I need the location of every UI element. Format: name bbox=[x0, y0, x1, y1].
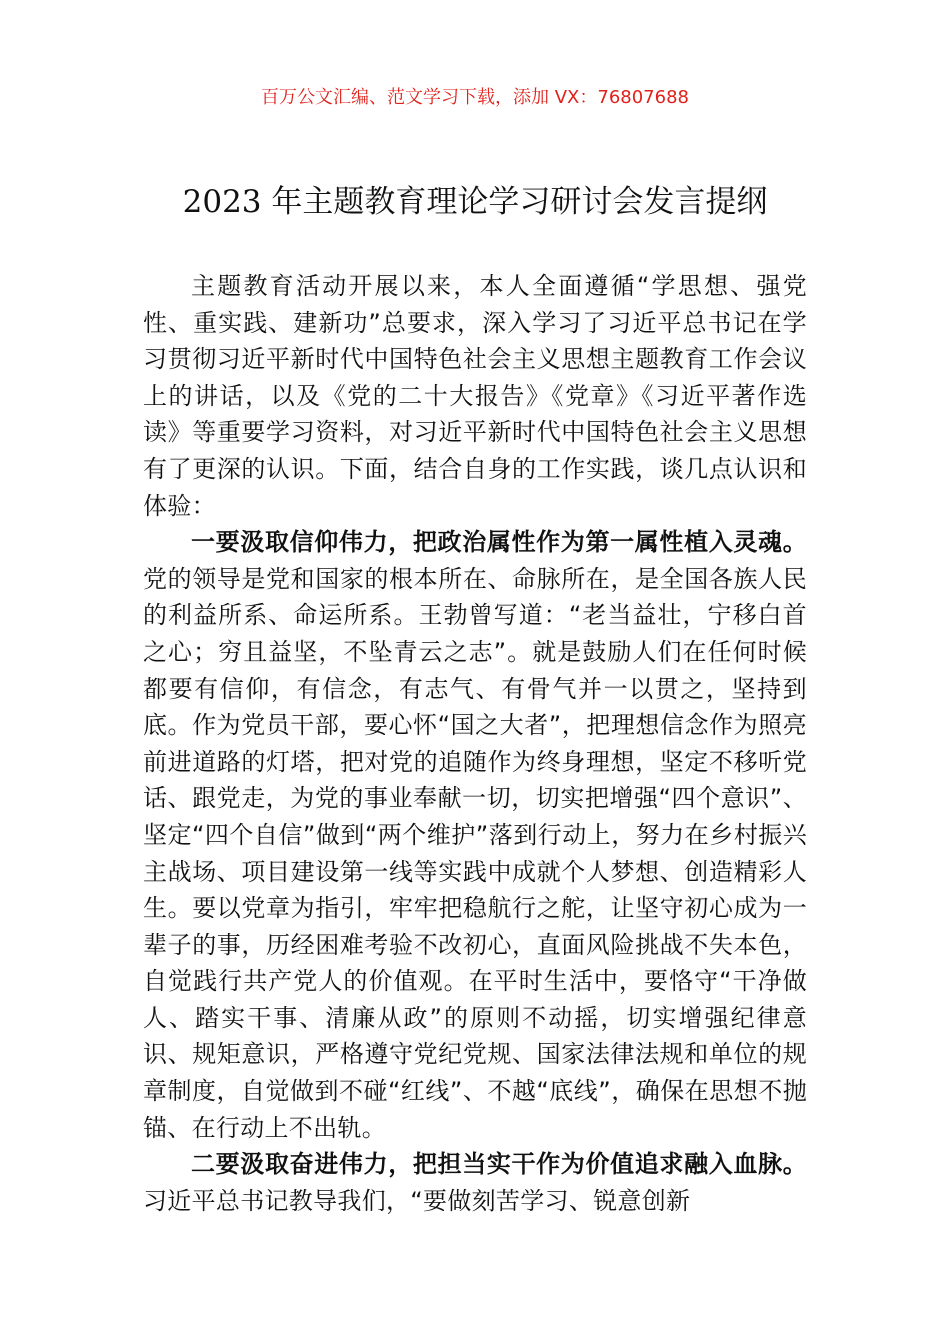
header-note: 百万公文汇编、范文学习下载，添加 VX：76807688 bbox=[261, 87, 689, 108]
document-body bbox=[143, 268, 807, 1219]
paragraph-point-1 bbox=[143, 524, 807, 1146]
paragraph-text: 习近平总书记教导我们，“要做刻苦学习、锐意创新 bbox=[143, 1186, 691, 1215]
document-title: 2023 年主题教育理论学习研讨会发言提纲 bbox=[182, 184, 768, 220]
paragraph-text: 主题教育活动开展以来，本人全面遵循“学思想、强党性、重实践、建新功”总要求，深入学习了习近平总书记在学习贯彻习近平新时代中国特色社会主义思想主题教育工作会议上的讲话，以及《党的二十大报告》《党章》《习近平著作选读》等重要学习资料，对习近平新时代中国特色社会主义思想有了更深的认识。下面，结合自身的工作实践，谈几点认识和体验： bbox=[143, 272, 807, 520]
paragraph-point-2 bbox=[143, 1146, 807, 1219]
paragraph-lead: 一要汲取信仰伟力，把政治属性作为第一属性植入灵魂。 bbox=[191, 528, 807, 557]
paragraph-lead: 二要汲取奋进伟力，把担当实干作为价值追求融入血脉。 bbox=[191, 1150, 807, 1179]
paragraph-text: 党的领导是党和国家的根本所在、命脉所在，是全国各族人民的利益所系、命运所系。王勃曾写道：“老当益壮，宁移白首之心；穷且益坚，不坠青云之志”。就是鼓励人们在任何时候都要有信仰，有信念，有志气、有骨气并一以贯之，坚持到底。作为党员干部，要心怀“国之大者”，把理想信念作为照亮前进道路的灯塔，把对党的追随作为终身理想，坚定不移听党话、跟党走，为党的事业奉献一切，切实把增强“四个意识”、坚定“四个自信”做到“两个维护”落到行动上，努力在乡村振兴主战场、项目建设第一线等实践中成就个人梦想、创造精彩人生。要以党章为指引，牢牢把稳航行之舵，让坚守初心成为一辈子的事，历经困难考验不改初心，直面风险挑战不失本色，自觉践行共产党人的价值观。在平时生活中，要恪守“干净做人、踏实干事、清廉从政”的原则不动摇，切实增强纪律意识、规矩意识，严格遵守党纪党规、国家法律法规和单位的规章制度，自觉做到不碰“红线”、不越“底线”，确保在思想不抛锚、在行动上不出轨。 bbox=[143, 564, 807, 1142]
paragraph-intro bbox=[143, 268, 807, 524]
